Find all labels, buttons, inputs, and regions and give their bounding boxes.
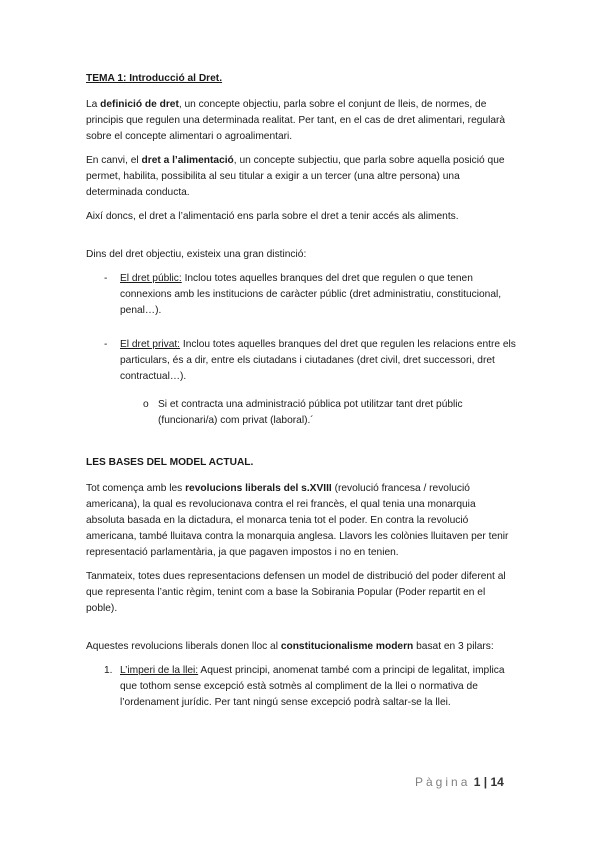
text-run: ti xyxy=(267,99,273,110)
paragraph-popular-sovereignty: Tanmateix, totes dues representacions defensen un model de distribució del poder diferent al que representa l’antic règim, tenint com a base la Sobirania Popular (Poder repartit en el poble). xyxy=(86,571,506,614)
pillar-list-item xyxy=(86,663,516,711)
paragraph-revolutions xyxy=(86,481,516,561)
text-run: ti xyxy=(327,155,333,166)
paragraph-distinction: Dins del dret objectiu, existeix una gran distinció: xyxy=(86,249,307,260)
list-item-text: Inclou totes aquelles branques del dret que regulen o que tenen connexions amb les institucions de caràcter públic (dret administratiu, constitucional, penal…). xyxy=(120,273,502,316)
list-item-text: Si et contracta una administració pública pot utilitzar tant dret públic (funcionari/a) com privat (laboral).´ xyxy=(158,399,463,426)
list-item-label: El dret públic: xyxy=(120,273,182,284)
page-label: Pàgina xyxy=(415,775,471,789)
bold-term: revolucions liberals del s.XVIII xyxy=(185,483,332,494)
list-item-public-law xyxy=(86,271,516,319)
bold-term: definició de dret xyxy=(100,99,179,110)
paragraph-right-to-food xyxy=(86,153,516,201)
list-marker: 1. xyxy=(104,665,113,676)
text-run: Tot comença amb les xyxy=(86,483,186,494)
text-run: u, que parla sobre aquella posició que permet, habilita, possibilita al seu xyxy=(86,155,505,182)
bold-term: dret a l’alimentació xyxy=(141,155,234,166)
text-run: Aquestes revolucions liberals donen lloc al xyxy=(86,641,281,652)
paragraph-definition xyxy=(86,97,516,145)
list-item-private-law xyxy=(86,337,516,385)
page-total: 14 xyxy=(490,775,504,789)
list-marker: o xyxy=(143,399,149,410)
list-item-label: El dret privat: xyxy=(120,339,181,350)
law-types-list xyxy=(86,271,516,385)
list-item-text: Aquest principi, anomenat també com a principi de legalitat, implica que tothom sense excepció està sotmès al compliment de la llei o normativa de l’ordenament jurídic. Per tant ningú sense excepció podrà saltar-se la llei. xyxy=(120,665,505,708)
bold-term: constitucionalisme modern xyxy=(280,641,414,652)
paragraph-summary: Així doncs, el dret a l’alimentació ens parla sobre el dret a tenir accés als aliments. xyxy=(86,211,459,222)
document-body xyxy=(86,71,516,711)
text-run: , un concepte objec xyxy=(178,99,268,110)
page-footer xyxy=(415,775,504,789)
text-run: basat en 3 pilars: xyxy=(413,641,494,652)
text-run: u, parla sobre el conjunt de lleis, de normes, de principis que regulen una determinada realitat. Per tant, en el cas de dret alimentari, regularà sobre el concepte alimentari o agroalimentari. xyxy=(86,99,506,142)
text-run: La xyxy=(86,99,101,110)
page-number: 1 xyxy=(473,775,481,789)
text-run: En canvi, el xyxy=(86,155,142,166)
text-run: , un concepte subjec xyxy=(233,155,328,166)
paragraph-constitutionalism xyxy=(86,639,516,655)
text-run: (revolució francesa / revolució americana), la qual es revolucionava contra el rei francès, el qual tenia una monarquia absoluta basada en la dictadura, el monarca tenia tot el poder. En contra la revolució americana, també lluitava contra la monarquia anglesa. Llavors les colònies lluitaven per tenir representació parlamentària, ja que pagaven impostos i no en tenien. xyxy=(86,483,509,558)
list-marker: - xyxy=(104,273,108,284)
sub-list-item xyxy=(86,397,516,429)
text-run: tular a exigir a un tercer (una altre persona) una determinada conducta. xyxy=(86,171,460,198)
page-title: TEMA 1: Introducció al Dret. xyxy=(86,73,223,84)
list-item-label: L’imperi de la llei: xyxy=(120,665,199,676)
page-separator: | xyxy=(480,775,491,789)
section-heading: LES BASES DEL MODEL ACTUAL. xyxy=(86,457,254,468)
list-item-text: Inclou totes aquelles branques del dret que regulen les relacions entre els particulars, és a dir, entre els ciutadans i ciutadanes (dret civil, dret successori, dret contractual…). xyxy=(120,339,516,382)
text-run: ti xyxy=(238,171,244,182)
list-marker: - xyxy=(104,339,108,350)
